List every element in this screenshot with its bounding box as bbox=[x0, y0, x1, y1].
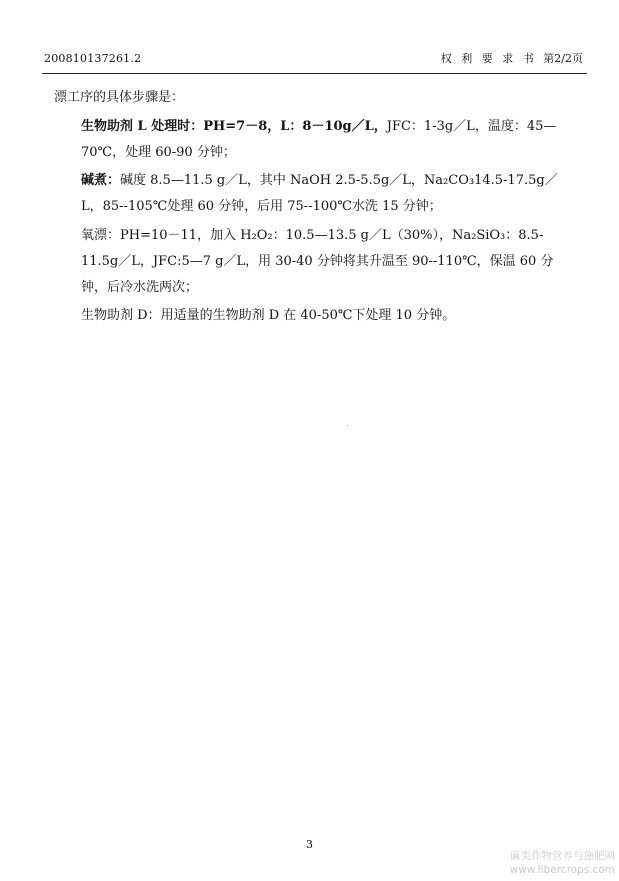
intro-paragraph: 漂工序的具体步骤是： bbox=[54, 90, 185, 105]
watermark-title: 麻类作物营养与施肥网 bbox=[510, 850, 615, 862]
header-rule bbox=[42, 73, 587, 74]
step-label: 生物助剂 D： bbox=[81, 308, 161, 324]
site-watermark bbox=[510, 849, 615, 877]
step-text: 碱度 8.5—11.5 g／L，其中 NaOH 2.5-5.5g／L，Na₂CO₃14.5-17.5g／L，85--105℃处理 60 分钟，后用 75--100℃水洗 15 分钟； bbox=[81, 173, 558, 215]
watermark-url: www.libercrops.com bbox=[509, 864, 615, 876]
step-text: 用适量的生物助剂 D 在 40-50℃下处理 10 分钟。 bbox=[160, 308, 456, 324]
step-text: JFC：1-3g／L，温度：45—70℃，处理 60-90 分钟； bbox=[81, 118, 557, 160]
step-label: 生物助剂 L 处理时：PH=7－8，L：8－10g／L， bbox=[81, 118, 387, 134]
claims-body bbox=[54, 85, 574, 332]
step-label: 碱煮： bbox=[81, 173, 121, 189]
application-number: 200810137261.2 bbox=[44, 52, 142, 65]
page-label: 第2/2页 bbox=[543, 52, 583, 65]
step-paragraph-l bbox=[54, 114, 574, 166]
document-type: 权 利 要 求 书 bbox=[440, 52, 537, 65]
scan-speck bbox=[347, 425, 348, 426]
step-text: PH=10－11，加入 H₂O₂：10.5—13.5 g／L（30%），Na₂SiO₃：8.5-11.5g／L，JFC:5—7 g／L，用 30-40 分钟将其升温至 90--110℃，保温 60 分钟，后冷水洗两次； bbox=[81, 227, 554, 295]
step-paragraph-bleaching bbox=[54, 223, 574, 300]
step-paragraph-scouring bbox=[54, 168, 574, 220]
page-number: 3 bbox=[306, 838, 313, 851]
step-label: 氧漂： bbox=[81, 227, 121, 243]
document-type-header bbox=[441, 50, 583, 66]
step-paragraph-d bbox=[54, 303, 574, 329]
